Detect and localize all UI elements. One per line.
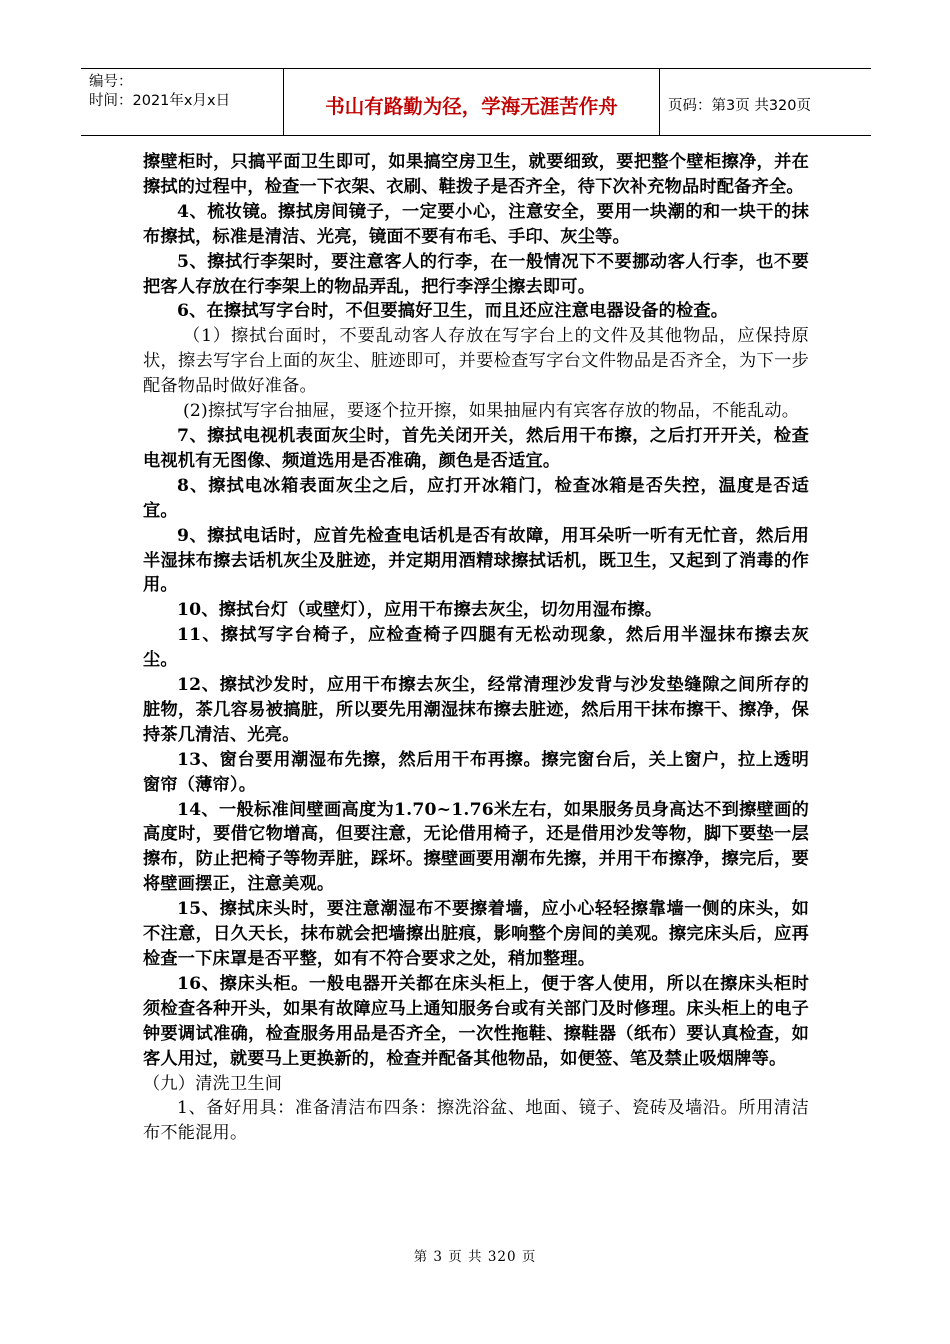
document-date-label: 时间：2021年x月x日 (89, 93, 231, 109)
paragraph: 8、擦拭电冰箱表面灰尘之后，应打开冰箱门，检查冰箱是否失控，温度是否适宜。 (143, 475, 809, 521)
section-heading: （九）清洗卫生间 (143, 1073, 283, 1094)
header-meta-cell (81, 69, 284, 135)
document-body (143, 150, 809, 1146)
header-page-number: 页码：第3页 共320页 (668, 98, 812, 114)
paragraph: 6、在擦拭写字台时，不但要搞好卫生，而且还应注意电器设备的检查。 (177, 301, 729, 322)
header-motto-cell (284, 69, 660, 135)
paragraph: 16、擦床头柜。一般电器开关都在床头柜上，便于客人使用，所以在擦床头柜时须检查各种开头，如果有故障应马上通知服务台或有关部门及时修理。床头柜上的电子钟要调试准确，检查服务用品是否齐全，一次性拖鞋、擦鞋器（纸布）要认真检查，如客人用过，就要马上更换新的，检查并配备其他物品，如便签、笔及禁止吸烟牌等。 (143, 973, 809, 1069)
page-footer: 第 3 页 共 320 页 (413, 1249, 537, 1265)
header-page-cell (660, 69, 871, 135)
paragraph: (2)擦拭写字台抽屉，要逐个拉开擦，如果抽屉内有宾客存放的物品，不能乱动。 (183, 401, 800, 422)
paragraph: 14、一般标准间壁画高度为1.70~1.76米左右，如果服务员身高达不到擦壁画的高度时，要借它物增高，但要注意，无论借用椅子，还是借用沙发等物，脚下要垫一层擦布，防止把椅子等物弄脏，踩坏。擦壁画要用潮布先擦，并用干布擦净，擦完后，要将壁画摆正，注意美观。 (143, 799, 809, 895)
paragraph: 13、窗台要用潮湿布先擦，然后用干布再擦。擦完窗台后，关上窗户，拉上透明窗帘（薄帘）。 (143, 749, 809, 795)
paragraph: 7、擦拭电视机表面灰尘时，首先关闭开关，然后用干布擦，之后打开开关，检查电视机有无图像、频道选用是否准确，颜色是否适宜。 (143, 425, 809, 471)
paragraph: 12、擦拭沙发时，应用干布擦去灰尘，经常清理沙发背与沙发垫缝隙之间所存的脏物，茶几容易被搞脏，所以要先用潮湿抹布擦去脏迹，然后用干抹布擦干、擦净，保持茶几清洁、光亮。 (143, 675, 809, 745)
paragraph: 10、擦拭台灯（或壁灯），应用干布擦去灰尘，切勿用湿布擦。 (177, 600, 663, 621)
paragraph: 5、擦拭行李架时，要注意客人的行李，在一般情况下不要挪动客人行李，也不要把客人存放在行李架上的物品弄乱，把行李浮尘擦去即可。 (143, 251, 809, 297)
paragraph: 1、备好用具：准备清洁布四条：擦洗浴盆、地面、镜子、瓷砖及墙沿。所用清洁布不能混用。 (143, 1098, 809, 1144)
paragraph: 11、擦拭写字台椅子，应检查椅子四腿有无松动现象，然后用半湿抹布擦去灰尘。 (143, 625, 809, 671)
document-number-label: 编号： (89, 74, 133, 90)
header-motto: 书山有路勤为径，学海无涯苦作舟 (325, 95, 618, 118)
paragraph: （1）擦拭台面时，不要乱动客人存放在写字台上的文件及其他物品，应保持原状，擦去写字台上面的灰尘、脏迹即可，并要检查写字台文件物品是否齐全，为下一步配备物品时做好准备。 (143, 326, 809, 397)
paragraph: 4、梳妆镜。擦拭房间镜子，一定要小心，注意安全，要用一块潮的和一块干的抹布擦拭，标准是清洁、光亮，镜面不要有布毛、手印、灰尘等。 (143, 201, 809, 247)
paragraph: 擦壁柜时，只搞平面卫生即可，如果搞空房卫生，就要细致，要把整个壁柜擦净，并在擦拭的过程中，检查一下衣架、衣刷、鞋拨子是否齐全，待下次补充物品时配备齐全。 (143, 152, 809, 197)
paragraph: 9、擦拭电话时，应首先检查电话机是否有故障，用耳朵听一听有无忙音，然后用半湿抹布擦去话机灰尘及脏迹，并定期用酒精球擦拭话机，既卫生，又起到了消毒的作用。 (143, 525, 809, 596)
paragraph: 15、擦拭床头时，要注意潮湿布不要擦着墙，应小心轻轻擦靠墙一侧的床头，如不注意，日久天长，抹布就会把墙擦出脏痕，影响整个房间的美观。擦完床头后，应再检查一下床罩是否平整，如有不符合要求之处，稍加整理。 (143, 899, 809, 969)
page-header (81, 68, 871, 136)
